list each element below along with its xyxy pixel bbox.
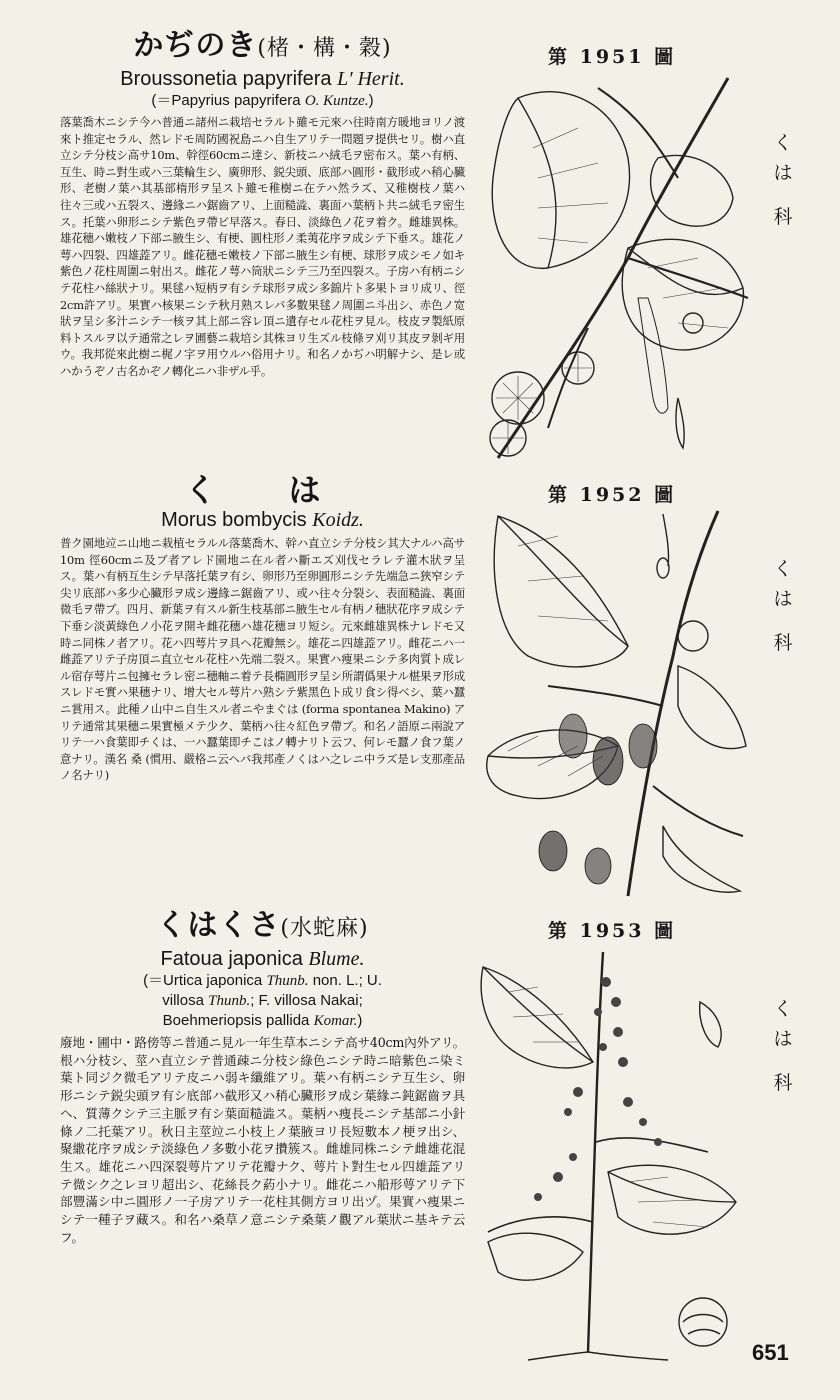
synonym bbox=[60, 971, 465, 991]
entry-text bbox=[60, 908, 465, 1246]
synonym-author: Thunb. bbox=[266, 973, 309, 989]
entry-1953 bbox=[0, 908, 840, 1368]
japanese-name: かぢのき bbox=[133, 28, 258, 63]
family-char: 科 bbox=[773, 1072, 793, 1094]
family-char: く bbox=[773, 998, 793, 1020]
binomial: Fatoua japonica bbox=[160, 948, 303, 970]
description: 廢地・圃中・路傍等ニ普通ニ見ル一年生草本ニシテ高サ40cm內外アリ。根ハ分枝シ、莖ハ直立シテ普通疎ニ分枝シ綠色ニシテ時ニ暗紫色ニ染ミ葉ト同ジク微毛アリテ皮ニハ弱キ纖維アリ。葉ハ有柄ニシテ互生シ、卵形ニシテ鋭尖頭ヲ有シ底部ハ截形又ハ稍心臟形ヲ成シ葉緣ニ鈍鋸齒ヲ具ヘ、質薄クシテ三主脈ヲ有シ葉面糙澁ス。葉柄ハ痩長ニシテ基部ニ小針條ノ二托葉アリ。秋日主莖竝ニ小枝上ノ葉腋ヨリ長短數本ノ梗ヲ出シ、聚繖花序ヲ成シテ淡綠色ノ多數小花ヲ攢簇ス。雌雄同株ニシテ雌雄花混生ス。雄花ニハ四深裂萼片アリテ花瓣ナク、萼片ト對生セル四雄蕋アリテ微シク之レヨリ超出シ、花絲長ク葯小ナリ。雌花ニハ船形萼アリテ下部豐滿シ中ニ圓形ノ一子房アリテ一花柱其側方ヨリ出ヅ。果實ハ痩果ニシテ一種子ヲ藏ス。和名ハ桑草ノ意ニシテ桑葉ノ觀アル葉狀ニ基キテ云フ。 bbox=[60, 1035, 465, 1245]
entry-title bbox=[60, 908, 465, 947]
figure-number: 第 1952 圖 bbox=[548, 484, 677, 506]
family-char: 科 bbox=[773, 206, 793, 228]
binomial: Broussonetia papyrifera bbox=[120, 68, 332, 90]
synonym-text: (＝Urtica japonica bbox=[143, 972, 267, 989]
synonym-text: (＝Papyrius papyrifera bbox=[151, 92, 305, 109]
illustration-fatoua bbox=[478, 942, 756, 1362]
japanese-name: く は bbox=[184, 471, 341, 509]
kanji-name: (水蛇麻) bbox=[280, 916, 369, 941]
author: L' Herit. bbox=[337, 68, 405, 90]
family-char: 科 bbox=[773, 632, 793, 654]
illustration-morus bbox=[478, 506, 756, 901]
synonym-tail: non. L.; U. bbox=[308, 972, 382, 989]
synonym-author: O. Kuntze. bbox=[304, 93, 369, 109]
entry-text bbox=[60, 28, 465, 380]
entry-title bbox=[60, 472, 465, 508]
illustration-broussonetia bbox=[478, 68, 756, 463]
kanji-name: (楮・構・穀) bbox=[257, 36, 392, 61]
family-char: は bbox=[773, 1028, 793, 1050]
plant-drawing bbox=[478, 68, 756, 463]
synonym bbox=[60, 1011, 465, 1031]
binomial: Morus bombycis bbox=[161, 509, 307, 531]
synonym bbox=[60, 91, 465, 111]
scientific-name bbox=[60, 947, 465, 971]
synonym-author: Komar. bbox=[313, 1013, 358, 1029]
synonym-tail: ) bbox=[357, 1012, 363, 1029]
scientific-name bbox=[60, 508, 465, 532]
synonym-author: Thunb. bbox=[208, 993, 251, 1009]
author: Koidz. bbox=[312, 509, 364, 531]
scientific-name bbox=[60, 67, 465, 91]
author: Blume. bbox=[308, 948, 365, 970]
family-char: く bbox=[773, 132, 793, 154]
synonym bbox=[60, 991, 465, 1011]
description: 普ク園地竝ニ山地ニ栽植セラルル落葉喬木、幹ハ直立シテ分枝シ其大ナルハ高サ10m 徑60cmニ及ブ者アレド園地ニ在ル者ハ斷エズ刈伐セラレテ灌木狀ヲ呈ス。葉ハ有柄互生シテ早落托葉ヲ有シ、卵形乃至卵圓形ニシテ先端急ニ狹窄シテ尖リ底部ハ多少心臟形ヲ成シ邊緣ニ鋸齒アリ、或ハ往々分裂シ、表面糙澁、裏面微毛ヲ帶ブ。四月、新葉ヲ有スル新生枝基部ニ腋生セル有柄ノ穗狀花序ヲ成シテ下垂シ淡黃綠色ノ小花ヲ開キ雌花穗ハ雄花穗ヨリ短シ。元來雌雄異株ナレドモ又時ニ同株ノ者アリ。花ハ四萼片ヲ具ヘ花瓣無シ。雄花ニ四雄蕋アリ。雌花ニハ一雌蕋アリテ子房頂ニ直立セル花柱ハ先端二裂ス。果實ハ痩果ニシテ多肉質ト成レル宿存萼片ニ包擁セラレ密ニ穗軸ニ着テ長橢圓形ヲ呈シ所謂僞果ナル椹果ヲ形成スレドモ實ハ果穗ナリ、增大セル萼片ハ熟シテ紫黑色ト成リ食シ得ベシ、葉ハ蠶ニ賞用ス。此種ノ山中ニ自生スル者ニやまぐは (forma spontanea Makino) アリテ通常其果穗ニ果實極メテ少ク、葉柄ハ往々紅色ヲ帶ブ。和名ノ語原ニ兩說アリテ一ハ食葉即チくは、一ハ蠶葉即チこはノ轉ナリト云フ、何レモ蠶ノ食フ葉ノ意ナリ。漢名 桑 (慣用、嚴格ニ云ヘバ我邦產ノくはハ之レニ中ラズ是レ支那產品ノ名ナリ) bbox=[60, 536, 465, 783]
figure-number: 第 1953 圖 bbox=[548, 920, 677, 942]
synonym-tail: ) bbox=[368, 92, 374, 109]
figure-number: 第 1951 圖 bbox=[548, 46, 677, 68]
synonym-tail: ; F. villosa Nakai; bbox=[250, 992, 363, 1009]
family-char: は bbox=[773, 162, 793, 184]
plant-drawing bbox=[478, 942, 756, 1362]
family-label bbox=[770, 554, 796, 658]
entry-1951 bbox=[0, 28, 840, 468]
synonym-text: Boehmeriopsis pallida bbox=[162, 1012, 314, 1029]
entry-text bbox=[60, 472, 465, 784]
japanese-name: くはくさ bbox=[156, 908, 281, 943]
family-char: は bbox=[773, 588, 793, 610]
plant-drawing bbox=[478, 506, 756, 901]
entry-1952 bbox=[0, 472, 840, 902]
description: 落葉喬木ニシテ今ハ普通ニ諸州ニ栽培セラルト雖モ元來ハ往時南方暖地ヨリノ渡來ト推定セラル、然レドモ周防國祝島ニハ自生アリテ一問題ヲ提供セリ。樹ハ直立シテ分枝シ高サ10m、幹徑60cmニ達シ、新枝ニハ絨毛ヲ密布ス。葉ハ有柄、互生、時ニ對生或ハ三葉輪生シ、廣卵形、鋭尖頭、底部ハ圓形・截形或ハ稍心臟形、老樹ノ葉ハ其基部楕形ヲ呈スト雖モ稚樹ニ在テハ然ラズ、又稚樹枝ノ葉ハ往々三或ハ五裂ス、邊緣ニハ鋸齒アリ、上面糙澁、裏面ハ葉柄ト共ニ絨毛ヲ密生ス。托葉ハ卵形ニシテ紫色ヲ帶ビ早落ス。春日、淡綠色ノ花ヲ着ク。雌雄異株。雄花穗ハ嫩枝ノ下部ニ腋生シ、有梗、圓柱形ノ柔荑花序ヲ成シテ下垂ス。雄花ノ萼ハ四裂、四雄蕋アリ。雌花穗モ嫩枝ノ下部ニ腋生シ有梗、球形ヲ成シモノ如キ紫色ノ花柱周圍ニ射出ス。雌花ノ萼ハ筒狀ニシテ三乃至四裂ス。子房ハ有柄ニシテ花柱ハ絲狀ナリ。果毬ハ短柄ヲ有シテ球形ヲ成シ多錦片ト多果トヨリ成リ、徑2cm許アリ。果實ハ核果ニシテ秋月熟スレバ多數果毬ノ周圍ニ斗出シ、赤色ノ宽狀ヲ呈シ多汁ニシテ一核ヲ其上部ニ容レ頂ニ遺存セル花柱ヲ見ル。枝皮ヲ製紙原料トスルヲ以テ通常之レヲ圃藝ニ栽培シ其株ヨリ生ズル枝條ヲ刈リ其皮ヲ剝ギ用ウ。我邦從來此樹ニ梶ノ字ヲ用ウルハ俗用ナリ。和名ノかぢハ明解ナシ、是レ或ハかうぞノ古名かぞノ轉化ニハ非ザル乎。 bbox=[60, 115, 465, 378]
synonym-text: villosa bbox=[162, 992, 209, 1009]
page-number: 651 bbox=[752, 1340, 789, 1365]
family-char: く bbox=[773, 558, 793, 580]
entry-title bbox=[60, 28, 465, 67]
family-label bbox=[770, 128, 796, 232]
family-label bbox=[770, 994, 796, 1098]
